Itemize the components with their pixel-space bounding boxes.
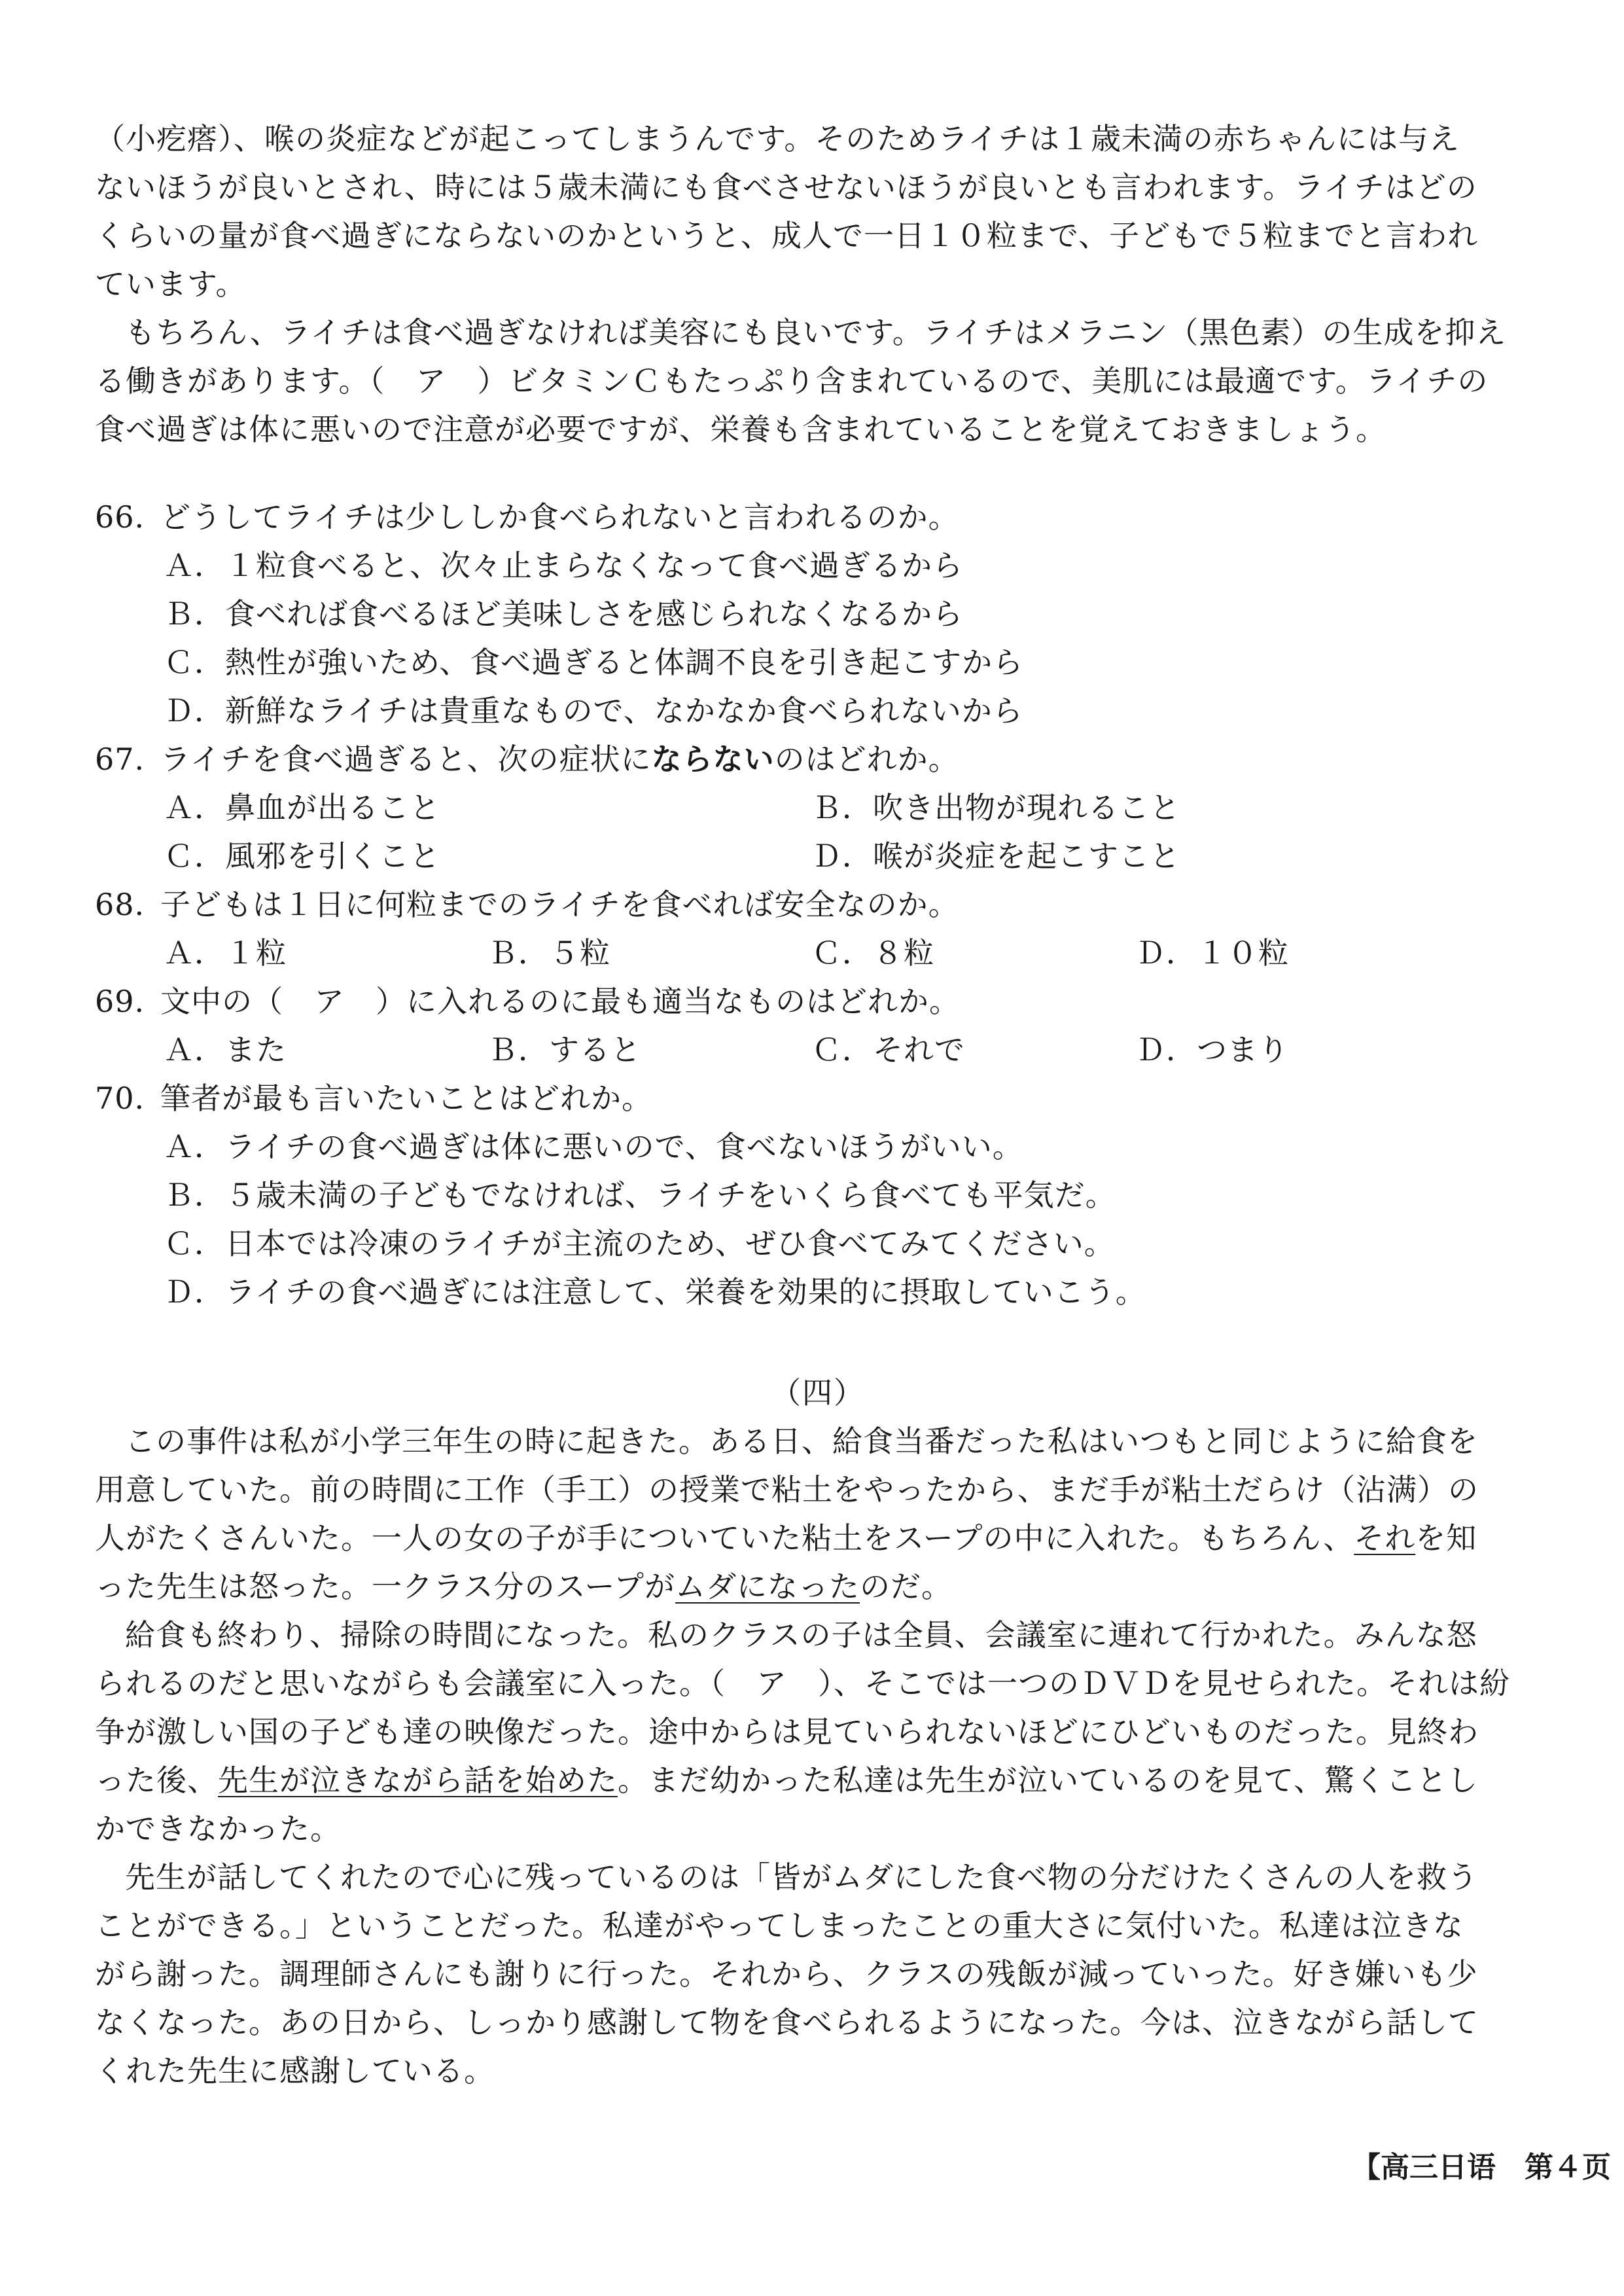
passage-line: られるのだと思いながらも会議室に入った。（ ア ）、そこでは一つのＤＶＤを見せられた。それは紛 bbox=[95, 1666, 1510, 1701]
passage-line: った後、先生が泣きながら話を始めた。まだ幼かった私達は先生が泣いているのを見て、驚くことし bbox=[95, 1763, 1479, 1798]
option-d[interactable]: Ｄ．１０粒 bbox=[1135, 935, 1289, 971]
question-66 bbox=[95, 493, 1541, 735]
passage-line: （小疙瘩）、喉の炎症などが起こってしまうんです。そのためライチは１歳未満の赤ちゃんには与え bbox=[95, 121, 1460, 156]
section4-paragraph-2 bbox=[95, 1611, 1541, 1853]
passage-line: この事件は私が小学三年生の時に起きた。ある日、給食当番だった私はいつもと同じように給食を bbox=[125, 1424, 1478, 1459]
section-title: （四） bbox=[771, 1375, 865, 1410]
passage-line: 食べ過ぎは体に悪いので注意が必要ですが、栄養も含まれていることを覚えておきましょう。 bbox=[95, 412, 1386, 447]
passage-line: ています。 bbox=[95, 266, 247, 302]
question-text: 文中の（ ア ）に入れるのに最も適当なものはどれか。 bbox=[160, 984, 960, 1019]
underlined-phrase-sore: それ bbox=[1354, 1520, 1416, 1556]
question-68 bbox=[95, 880, 1541, 977]
question-number: 69. bbox=[95, 984, 145, 1019]
question-number: 67. bbox=[95, 742, 145, 777]
passage-line: がら謝った。調理師さんにも謝りに行った。それから、クラスの残飯が減っていった。好き嫌いも少 bbox=[95, 1956, 1478, 1992]
question-number: 70. bbox=[95, 1081, 145, 1116]
question-text: 筆者が最も言いたいことはどれか。 bbox=[160, 1081, 652, 1116]
option-c[interactable]: Ｃ．風邪を引くこと bbox=[164, 838, 440, 874]
option-a[interactable]: Ａ．鼻血が出ること bbox=[164, 790, 440, 825]
passage-line: くれた先生に感謝している。 bbox=[95, 2053, 495, 2089]
question-69 bbox=[95, 977, 1541, 1074]
option-a[interactable]: Ａ．１粒食べると、次々止まらなくなって食べ過ぎるから bbox=[164, 548, 963, 583]
page-footer: 【高三日语 第４页 bbox=[1352, 2151, 1611, 2184]
passage-line: 用意していた。前の時間に工作（手工）の授業で粘土をやったから、まだ手が粘土だらけ（沾满）の bbox=[95, 1472, 1479, 1507]
passage-line: 人がたくさんいた。一人の女の子が手についていた粘土をスープの中に入れた。もちろん、それを知 bbox=[95, 1520, 1477, 1556]
option-d[interactable]: Ｄ．新鮮なライチは貴重なもので、なかなか食べられないから bbox=[164, 693, 1023, 728]
option-a[interactable]: Ａ．ライチの食べ過ぎは体に悪いので、食べないほうがいい。 bbox=[164, 1129, 1023, 1164]
option-b[interactable]: Ｂ．５歳未満の子どもでなければ、ライチをいくら食べても平気だ。 bbox=[164, 1177, 1116, 1213]
option-b[interactable]: Ｂ．すると bbox=[487, 1032, 641, 1067]
question-text: ライチを食べ過ぎると、次の症状に bbox=[160, 742, 652, 777]
passage-paragraph-2 bbox=[95, 308, 1541, 454]
passage-line: かできなかった。 bbox=[95, 1811, 341, 1846]
question-number: 66. bbox=[95, 499, 145, 535]
option-c[interactable]: Ｃ．熱性が強いため、食べ過ぎると体調不良を引き起こすから bbox=[164, 645, 1024, 680]
passage-line: った先生は怒った。一クラス分のスープがムダになったのだ。 bbox=[95, 1569, 953, 1604]
passage-line: くらいの量が食べ過ぎにならないのかというと、成人で一日１０粒まで、子どもで５粒までと言われ bbox=[95, 218, 1479, 253]
section4-paragraph-3 bbox=[95, 1853, 1541, 2095]
option-b[interactable]: Ｂ．食べれば食べるほど美味しさを感じられなくなるから bbox=[164, 596, 963, 632]
passage-line: なくなった。あの日から、しっかり感謝して物を食べられるようになった。今は、泣きながら話して bbox=[95, 2005, 1479, 2040]
option-b[interactable]: Ｂ．５粒 bbox=[487, 935, 610, 971]
option-d[interactable]: Ｄ．つまり bbox=[1135, 1032, 1289, 1067]
question-text: どうしてライチは少ししか食べられないと言われるのか。 bbox=[160, 499, 959, 535]
question-67 bbox=[95, 735, 1541, 880]
question-text: 子どもは１日に何粒までのライチを食べれば安全なのか。 bbox=[160, 887, 959, 922]
passage-line: 争が激しい国の子ども達の映像だった。途中からは見ていられないほどにひどいものだった。見終わ bbox=[95, 1714, 1479, 1749]
passage-line: ことができる。」ということだった。私達がやってしまったことの重大さに気付いた。私達は泣きな bbox=[95, 1908, 1464, 1943]
passage-line: る働きがあります。（ ア ）ビタミンＣもたっぷり含まれているので、美肌には最適です。ライチの bbox=[95, 363, 1489, 399]
underlined-phrase-sensei: 先生が泣きながら話を始めた bbox=[218, 1763, 618, 1798]
question-text: のはどれか。 bbox=[774, 742, 959, 777]
passage-line: ないほうが良いとされ、時には５歳未満にも食べさせないほうが良いとも言われます。ライチはどの bbox=[95, 170, 1477, 205]
section4-paragraph-1 bbox=[95, 1417, 1541, 1611]
option-b[interactable]: Ｂ．吹き出物が現れること bbox=[811, 790, 1180, 825]
passage-line: 先生が話してくれたので心に残っているのは「皆がムダにした食べ物の分だけたくさんの人を救う bbox=[125, 1859, 1478, 1895]
passage-line: 給食も終わり、掃除の時間になった。私のクラスの子は全員、会議室に連れて行かれた。みんな怒 bbox=[125, 1617, 1477, 1653]
option-c[interactable]: Ｃ．日本では冷凍のライチが主流のため、ぜひ食べてみてください。 bbox=[164, 1226, 1115, 1261]
option-d[interactable]: Ｄ．喉が炎症を起こすこと bbox=[811, 838, 1180, 874]
question-number: 68. bbox=[95, 887, 145, 922]
exam-page bbox=[95, 115, 1541, 2095]
question-70 bbox=[95, 1074, 1541, 1316]
underlined-phrase-muda: ムダになった bbox=[675, 1569, 860, 1604]
option-c[interactable]: Ｃ．それで bbox=[811, 1032, 965, 1067]
question-text-emphasis: ならない bbox=[651, 742, 775, 777]
option-a[interactable]: Ａ．また bbox=[164, 1032, 287, 1067]
option-d[interactable]: Ｄ．ライチの食べ過ぎには注意して、栄養を効果的に摂取していこう。 bbox=[164, 1274, 1146, 1310]
passage-line: もちろん、ライチは食べ過ぎなければ美容にも良いです。ライチはメラニン（黒色素）の生成を抑え bbox=[125, 315, 1507, 350]
option-a[interactable]: Ａ．１粒 bbox=[164, 935, 287, 971]
option-c[interactable]: Ｃ．８粒 bbox=[811, 935, 934, 971]
passage-paragraph-1 bbox=[95, 115, 1541, 308]
